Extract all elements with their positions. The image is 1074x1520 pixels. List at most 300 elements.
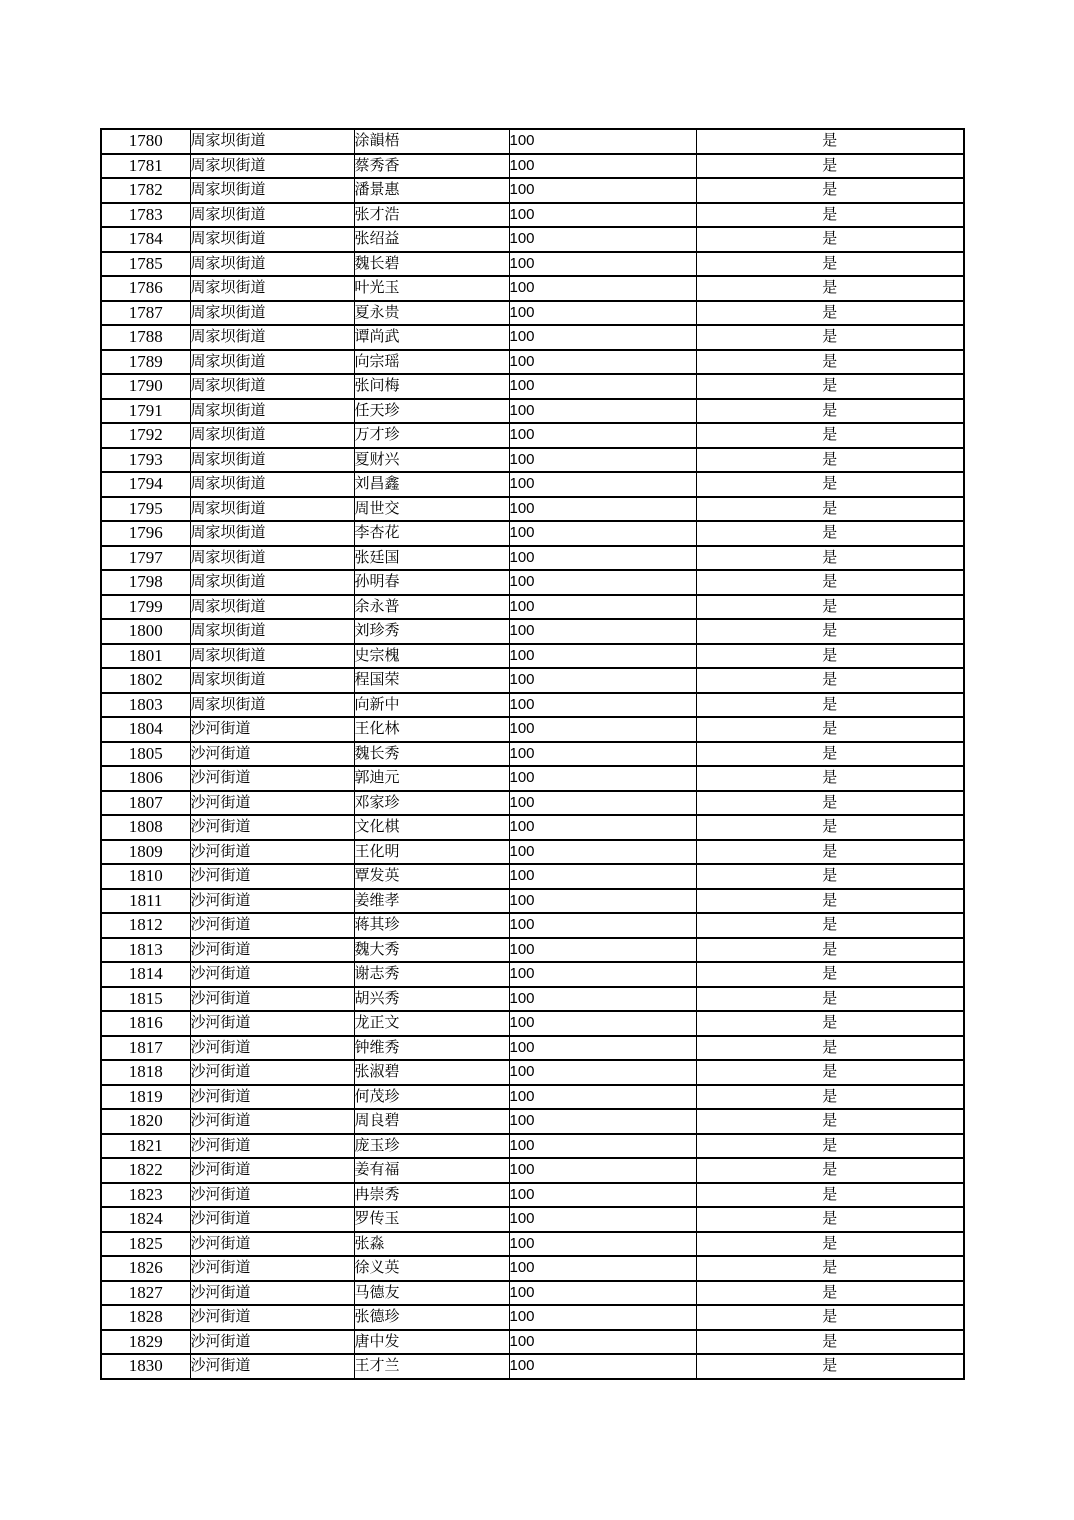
- street-cell: 沙河街道: [190, 1256, 354, 1281]
- table-row: [101, 668, 964, 693]
- serial-cell: 1784: [101, 227, 190, 252]
- serial-cell: 1823: [101, 1183, 190, 1208]
- confirm-cell: 是: [696, 448, 964, 473]
- name-cell: 张廷国: [354, 546, 509, 571]
- score-cell: 100: [509, 497, 696, 522]
- confirm-cell: 是: [696, 742, 964, 767]
- serial-cell: 1792: [101, 423, 190, 448]
- table-row: [101, 987, 964, 1012]
- street-cell: 沙河街道: [190, 1207, 354, 1232]
- confirm-cell: 是: [696, 252, 964, 277]
- name-cell: 王化明: [354, 840, 509, 865]
- serial-cell: 1786: [101, 276, 190, 301]
- confirm-cell: 是: [696, 227, 964, 252]
- table-row: [101, 840, 964, 865]
- serial-cell: 1815: [101, 987, 190, 1012]
- score-cell: 100: [509, 546, 696, 571]
- serial-cell: 1828: [101, 1305, 190, 1330]
- score-cell: 100: [509, 178, 696, 203]
- score-cell: 100: [509, 129, 696, 154]
- serial-cell: 1820: [101, 1109, 190, 1134]
- serial-cell: 1804: [101, 717, 190, 742]
- score-cell: 100: [509, 374, 696, 399]
- score-cell: 100: [509, 913, 696, 938]
- name-cell: 叶光玉: [354, 276, 509, 301]
- confirm-cell: 是: [696, 203, 964, 228]
- name-cell: 张德珍: [354, 1305, 509, 1330]
- table-row: [101, 742, 964, 767]
- name-cell: 余永普: [354, 595, 509, 620]
- table-row: [101, 497, 964, 522]
- score-cell: 100: [509, 325, 696, 350]
- name-cell: 周良碧: [354, 1109, 509, 1134]
- score-cell: 100: [509, 864, 696, 889]
- score-cell: 100: [509, 1036, 696, 1061]
- name-cell: 魏长碧: [354, 252, 509, 277]
- roster-table-body: [101, 129, 964, 1379]
- score-cell: 100: [509, 203, 696, 228]
- table-row: [101, 1232, 964, 1257]
- table-row: [101, 1281, 964, 1306]
- table-row: [101, 1036, 964, 1061]
- table-row: [101, 252, 964, 277]
- score-cell: 100: [509, 301, 696, 326]
- table-row: [101, 1085, 964, 1110]
- confirm-cell: 是: [696, 595, 964, 620]
- name-cell: 覃发英: [354, 864, 509, 889]
- serial-cell: 1795: [101, 497, 190, 522]
- score-cell: 100: [509, 1158, 696, 1183]
- table-row: [101, 129, 964, 154]
- street-cell: 沙河街道: [190, 864, 354, 889]
- name-cell: 邓家珍: [354, 791, 509, 816]
- score-cell: 100: [509, 840, 696, 865]
- serial-cell: 1808: [101, 815, 190, 840]
- street-cell: 沙河街道: [190, 1330, 354, 1355]
- street-cell: 沙河街道: [190, 1354, 354, 1379]
- street-cell: 周家坝街道: [190, 497, 354, 522]
- score-cell: 100: [509, 1109, 696, 1134]
- serial-cell: 1830: [101, 1354, 190, 1379]
- score-cell: 100: [509, 938, 696, 963]
- street-cell: 沙河街道: [190, 766, 354, 791]
- name-cell: 张问梅: [354, 374, 509, 399]
- score-cell: 100: [509, 619, 696, 644]
- street-cell: 沙河街道: [190, 962, 354, 987]
- serial-cell: 1827: [101, 1281, 190, 1306]
- score-cell: 100: [509, 1305, 696, 1330]
- serial-cell: 1829: [101, 1330, 190, 1355]
- name-cell: 马德友: [354, 1281, 509, 1306]
- serial-cell: 1799: [101, 595, 190, 620]
- score-cell: 100: [509, 1354, 696, 1379]
- table-row: [101, 399, 964, 424]
- serial-cell: 1789: [101, 350, 190, 375]
- table-row: [101, 423, 964, 448]
- name-cell: 向宗瑶: [354, 350, 509, 375]
- name-cell: 罗传玉: [354, 1207, 509, 1232]
- table-row: [101, 791, 964, 816]
- table-row: [101, 521, 964, 546]
- table-row: [101, 766, 964, 791]
- street-cell: 沙河街道: [190, 717, 354, 742]
- table-row: [101, 301, 964, 326]
- table-row: [101, 350, 964, 375]
- street-cell: 周家坝街道: [190, 472, 354, 497]
- serial-cell: 1798: [101, 570, 190, 595]
- name-cell: 万才珍: [354, 423, 509, 448]
- serial-cell: 1785: [101, 252, 190, 277]
- street-cell: 周家坝街道: [190, 350, 354, 375]
- street-cell: 沙河街道: [190, 815, 354, 840]
- serial-cell: 1793: [101, 448, 190, 473]
- name-cell: 张淼: [354, 1232, 509, 1257]
- confirm-cell: 是: [696, 693, 964, 718]
- table-row: [101, 913, 964, 938]
- name-cell: 徐义英: [354, 1256, 509, 1281]
- street-cell: 周家坝街道: [190, 252, 354, 277]
- name-cell: 唐中发: [354, 1330, 509, 1355]
- name-cell: 姜维孝: [354, 889, 509, 914]
- street-cell: 周家坝街道: [190, 399, 354, 424]
- name-cell: 何茂珍: [354, 1085, 509, 1110]
- name-cell: 谭尚武: [354, 325, 509, 350]
- confirm-cell: 是: [696, 325, 964, 350]
- table-row: [101, 325, 964, 350]
- confirm-cell: 是: [696, 1305, 964, 1330]
- table-row: [101, 693, 964, 718]
- serial-cell: 1783: [101, 203, 190, 228]
- street-cell: 周家坝街道: [190, 129, 354, 154]
- street-cell: 沙河街道: [190, 1011, 354, 1036]
- score-cell: 100: [509, 399, 696, 424]
- score-cell: 100: [509, 987, 696, 1012]
- table-row: [101, 374, 964, 399]
- score-cell: 100: [509, 1134, 696, 1159]
- name-cell: 向新中: [354, 693, 509, 718]
- serial-cell: 1788: [101, 325, 190, 350]
- confirm-cell: 是: [696, 619, 964, 644]
- table-row: [101, 178, 964, 203]
- serial-cell: 1796: [101, 521, 190, 546]
- name-cell: 龙正文: [354, 1011, 509, 1036]
- serial-cell: 1807: [101, 791, 190, 816]
- score-cell: 100: [509, 889, 696, 914]
- confirm-cell: 是: [696, 1256, 964, 1281]
- serial-cell: 1791: [101, 399, 190, 424]
- score-cell: 100: [509, 1085, 696, 1110]
- street-cell: 周家坝街道: [190, 668, 354, 693]
- serial-cell: 1790: [101, 374, 190, 399]
- confirm-cell: 是: [696, 154, 964, 179]
- confirm-cell: 是: [696, 1354, 964, 1379]
- name-cell: 魏长秀: [354, 742, 509, 767]
- confirm-cell: 是: [696, 987, 964, 1012]
- table-row: [101, 644, 964, 669]
- name-cell: 郭迪元: [354, 766, 509, 791]
- serial-cell: 1802: [101, 668, 190, 693]
- name-cell: 周世交: [354, 497, 509, 522]
- street-cell: 周家坝街道: [190, 276, 354, 301]
- serial-cell: 1817: [101, 1036, 190, 1061]
- confirm-cell: 是: [696, 570, 964, 595]
- score-cell: 100: [509, 1330, 696, 1355]
- confirm-cell: 是: [696, 840, 964, 865]
- table-row: [101, 1256, 964, 1281]
- name-cell: 李杏花: [354, 521, 509, 546]
- confirm-cell: 是: [696, 962, 964, 987]
- table-row: [101, 889, 964, 914]
- table-row: [101, 472, 964, 497]
- score-cell: 100: [509, 742, 696, 767]
- serial-cell: 1811: [101, 889, 190, 914]
- name-cell: 冉崇秀: [354, 1183, 509, 1208]
- name-cell: 刘珍秀: [354, 619, 509, 644]
- score-cell: 100: [509, 276, 696, 301]
- confirm-cell: 是: [696, 399, 964, 424]
- table-row: [101, 815, 964, 840]
- street-cell: 周家坝街道: [190, 154, 354, 179]
- confirm-cell: 是: [696, 791, 964, 816]
- name-cell: 钟维秀: [354, 1036, 509, 1061]
- score-cell: 100: [509, 1183, 696, 1208]
- table-row: [101, 962, 964, 987]
- confirm-cell: 是: [696, 1158, 964, 1183]
- street-cell: 沙河街道: [190, 987, 354, 1012]
- serial-cell: 1797: [101, 546, 190, 571]
- street-cell: 沙河街道: [190, 1183, 354, 1208]
- score-cell: 100: [509, 252, 696, 277]
- street-cell: 沙河街道: [190, 1158, 354, 1183]
- table-row: [101, 595, 964, 620]
- confirm-cell: 是: [696, 668, 964, 693]
- name-cell: 孙明春: [354, 570, 509, 595]
- score-cell: 100: [509, 350, 696, 375]
- street-cell: 周家坝街道: [190, 644, 354, 669]
- street-cell: 沙河街道: [190, 742, 354, 767]
- serial-cell: 1800: [101, 619, 190, 644]
- name-cell: 魏大秀: [354, 938, 509, 963]
- confirm-cell: 是: [696, 1281, 964, 1306]
- street-cell: 周家坝街道: [190, 619, 354, 644]
- score-cell: 100: [509, 227, 696, 252]
- confirm-cell: 是: [696, 815, 964, 840]
- score-cell: 100: [509, 448, 696, 473]
- confirm-cell: 是: [696, 129, 964, 154]
- confirm-cell: 是: [696, 1085, 964, 1110]
- name-cell: 胡兴秀: [354, 987, 509, 1012]
- street-cell: 周家坝街道: [190, 448, 354, 473]
- score-cell: 100: [509, 717, 696, 742]
- name-cell: 姜有福: [354, 1158, 509, 1183]
- confirm-cell: 是: [696, 350, 964, 375]
- confirm-cell: 是: [696, 546, 964, 571]
- confirm-cell: 是: [696, 1134, 964, 1159]
- table-row: [101, 864, 964, 889]
- name-cell: 蔡秀香: [354, 154, 509, 179]
- score-cell: 100: [509, 423, 696, 448]
- serial-cell: 1821: [101, 1134, 190, 1159]
- name-cell: 文化棋: [354, 815, 509, 840]
- score-cell: 100: [509, 791, 696, 816]
- serial-cell: 1809: [101, 840, 190, 865]
- street-cell: 沙河街道: [190, 938, 354, 963]
- confirm-cell: 是: [696, 913, 964, 938]
- table-row: [101, 154, 964, 179]
- score-cell: 100: [509, 668, 696, 693]
- serial-cell: 1825: [101, 1232, 190, 1257]
- table-row: [101, 1305, 964, 1330]
- street-cell: 周家坝街道: [190, 374, 354, 399]
- confirm-cell: 是: [696, 472, 964, 497]
- confirm-cell: 是: [696, 178, 964, 203]
- serial-cell: 1803: [101, 693, 190, 718]
- serial-cell: 1814: [101, 962, 190, 987]
- serial-cell: 1818: [101, 1060, 190, 1085]
- confirm-cell: 是: [696, 1109, 964, 1134]
- street-cell: 周家坝街道: [190, 423, 354, 448]
- confirm-cell: 是: [696, 864, 964, 889]
- confirm-cell: 是: [696, 521, 964, 546]
- confirm-cell: 是: [696, 276, 964, 301]
- score-cell: 100: [509, 1232, 696, 1257]
- name-cell: 张才浩: [354, 203, 509, 228]
- score-cell: 100: [509, 1060, 696, 1085]
- confirm-cell: 是: [696, 766, 964, 791]
- street-cell: 周家坝街道: [190, 227, 354, 252]
- confirm-cell: 是: [696, 644, 964, 669]
- score-cell: 100: [509, 1011, 696, 1036]
- serial-cell: 1822: [101, 1158, 190, 1183]
- score-cell: 100: [509, 644, 696, 669]
- table-row: [101, 1109, 964, 1134]
- name-cell: 蒋其珍: [354, 913, 509, 938]
- table-row: [101, 1354, 964, 1379]
- score-cell: 100: [509, 570, 696, 595]
- score-cell: 100: [509, 595, 696, 620]
- score-cell: 100: [509, 154, 696, 179]
- street-cell: 周家坝街道: [190, 693, 354, 718]
- serial-cell: 1806: [101, 766, 190, 791]
- score-cell: 100: [509, 815, 696, 840]
- score-cell: 100: [509, 693, 696, 718]
- street-cell: 沙河街道: [190, 913, 354, 938]
- serial-cell: 1813: [101, 938, 190, 963]
- table-row: [101, 1330, 964, 1355]
- name-cell: 涂韻梧: [354, 129, 509, 154]
- table-row: [101, 717, 964, 742]
- street-cell: 周家坝街道: [190, 203, 354, 228]
- table-row: [101, 619, 964, 644]
- table-row: [101, 1060, 964, 1085]
- name-cell: 夏财兴: [354, 448, 509, 473]
- street-cell: 沙河街道: [190, 1109, 354, 1134]
- name-cell: 张淑碧: [354, 1060, 509, 1085]
- confirm-cell: 是: [696, 717, 964, 742]
- table-row: [101, 1011, 964, 1036]
- name-cell: 王化林: [354, 717, 509, 742]
- serial-cell: 1801: [101, 644, 190, 669]
- serial-cell: 1787: [101, 301, 190, 326]
- confirm-cell: 是: [696, 374, 964, 399]
- street-cell: 沙河街道: [190, 1036, 354, 1061]
- table-row: [101, 1158, 964, 1183]
- street-cell: 沙河街道: [190, 840, 354, 865]
- score-cell: 100: [509, 1207, 696, 1232]
- confirm-cell: 是: [696, 1011, 964, 1036]
- serial-cell: 1819: [101, 1085, 190, 1110]
- table-row: [101, 227, 964, 252]
- name-cell: 谢志秀: [354, 962, 509, 987]
- street-cell: 沙河街道: [190, 889, 354, 914]
- serial-cell: 1824: [101, 1207, 190, 1232]
- serial-cell: 1794: [101, 472, 190, 497]
- confirm-cell: 是: [696, 423, 964, 448]
- street-cell: 沙河街道: [190, 1134, 354, 1159]
- name-cell: 刘昌鑫: [354, 472, 509, 497]
- score-cell: 100: [509, 962, 696, 987]
- table-row: [101, 276, 964, 301]
- table-row: [101, 546, 964, 571]
- street-cell: 沙河街道: [190, 1305, 354, 1330]
- table-row: [101, 938, 964, 963]
- confirm-cell: 是: [696, 1207, 964, 1232]
- name-cell: 夏永贵: [354, 301, 509, 326]
- table-row: [101, 1207, 964, 1232]
- street-cell: 周家坝街道: [190, 546, 354, 571]
- confirm-cell: 是: [696, 1060, 964, 1085]
- street-cell: 周家坝街道: [190, 178, 354, 203]
- street-cell: 沙河街道: [190, 1060, 354, 1085]
- confirm-cell: 是: [696, 1036, 964, 1061]
- table-row: [101, 570, 964, 595]
- confirm-cell: 是: [696, 1232, 964, 1257]
- confirm-cell: 是: [696, 1183, 964, 1208]
- serial-cell: 1780: [101, 129, 190, 154]
- serial-cell: 1805: [101, 742, 190, 767]
- name-cell: 王才兰: [354, 1354, 509, 1379]
- name-cell: 潘景惠: [354, 178, 509, 203]
- street-cell: 沙河街道: [190, 791, 354, 816]
- street-cell: 沙河街道: [190, 1281, 354, 1306]
- confirm-cell: 是: [696, 301, 964, 326]
- street-cell: 周家坝街道: [190, 521, 354, 546]
- street-cell: 周家坝街道: [190, 570, 354, 595]
- table-row: [101, 203, 964, 228]
- name-cell: 程国荣: [354, 668, 509, 693]
- name-cell: 张绍益: [354, 227, 509, 252]
- table-row: [101, 1183, 964, 1208]
- confirm-cell: 是: [696, 938, 964, 963]
- confirm-cell: 是: [696, 497, 964, 522]
- table-row: [101, 1134, 964, 1159]
- name-cell: 史宗槐: [354, 644, 509, 669]
- score-cell: 100: [509, 1281, 696, 1306]
- table-row: [101, 448, 964, 473]
- serial-cell: 1816: [101, 1011, 190, 1036]
- score-cell: 100: [509, 472, 696, 497]
- name-cell: 任天珍: [354, 399, 509, 424]
- score-cell: 100: [509, 766, 696, 791]
- street-cell: 周家坝街道: [190, 301, 354, 326]
- serial-cell: 1826: [101, 1256, 190, 1281]
- serial-cell: 1781: [101, 154, 190, 179]
- street-cell: 沙河街道: [190, 1085, 354, 1110]
- roster-table: [100, 128, 965, 1380]
- name-cell: 庞玉珍: [354, 1134, 509, 1159]
- serial-cell: 1810: [101, 864, 190, 889]
- confirm-cell: 是: [696, 1330, 964, 1355]
